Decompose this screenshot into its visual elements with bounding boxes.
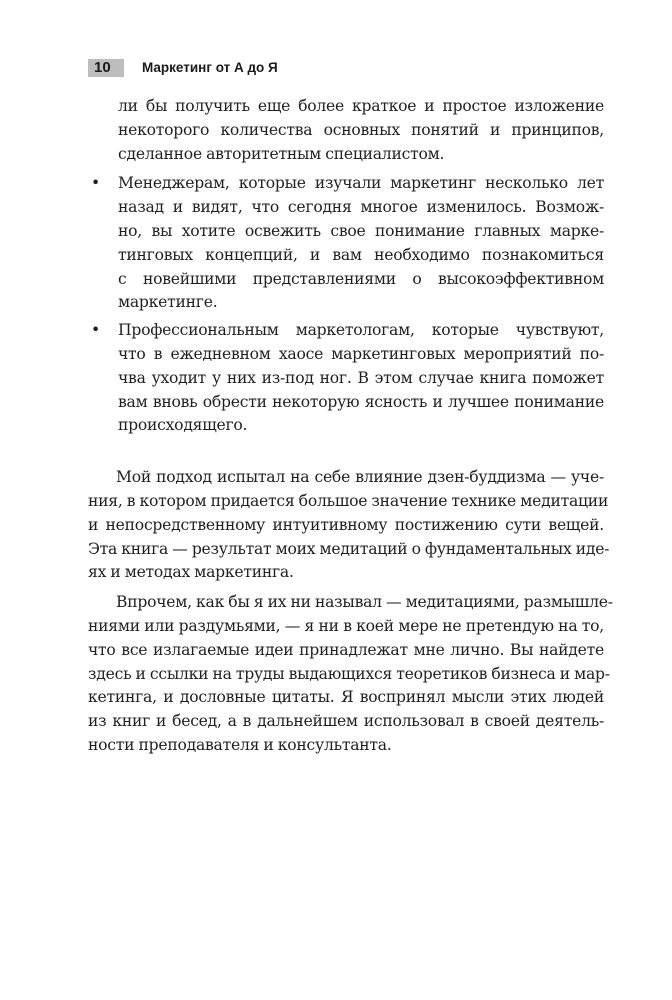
text-line: происходящего. <box>118 416 248 435</box>
text-line: ния, в котором придается большое значение технике медитации <box>88 491 609 510</box>
paragraph-sources <box>88 591 613 758</box>
text-line: сделанное авторитетным специалистом. <box>118 144 445 163</box>
text-line: ности преподавателя и консультанта. <box>88 735 392 754</box>
bullet-marker: • <box>91 321 100 340</box>
text-line: ях и методах маркетинга. <box>88 563 294 582</box>
text-line: что в ежедневном хаосе маркетинговых мероприятий по- <box>118 344 604 363</box>
bullet-list <box>88 172 604 438</box>
text-line: Профессиональным маркетологам, которые чувствуют, <box>118 321 604 340</box>
text-line: некоторого количества основных понятий и принципов, <box>118 120 604 139</box>
text-line: здесь и ссылки на труды выдающихся теоретиков бизнеса и мар- <box>88 664 610 683</box>
text-line: ниями или раздумьями, — я ни в коей мере не претендую на то, <box>88 616 604 635</box>
text-line: Менеджерам, которые изучали маркетинг несколько лет <box>118 174 604 193</box>
running-header <box>88 58 278 78</box>
paragraph-zen <box>88 466 610 585</box>
text-line: что все излагаемые идеи принадлежат мне лично. Вы найдете <box>88 640 604 659</box>
bullet-marker: • <box>91 174 100 193</box>
text-line: и непосредственному интуитивному постижению сути вещей. <box>88 515 604 534</box>
text-line: чва уходит у них из-под ног. В этом случае книга поможет <box>118 368 604 387</box>
bullet-item-managers <box>88 172 604 315</box>
text-line: назад и видят, что сегодня многое изменилось. Возмож- <box>118 198 604 217</box>
page-body <box>88 95 613 758</box>
text-line: Впрочем, как бы я их ни называл — медитациями, размышле- <box>116 593 613 612</box>
running-title: Маркетинг от А до Я <box>142 60 278 75</box>
text-line: тинговых концепций, и вам необходимо познакомиться <box>118 245 604 264</box>
text-line: Мой подход испытал на себе влияние дзен-буддизма — уче- <box>116 468 604 487</box>
bullet-continuation <box>88 95 604 166</box>
text-line: Эта книга — результат моих медитаций о фундаментальных иде- <box>88 539 610 558</box>
text-line: из книг и бесед, а в дальнейшем использовал в своей деятель- <box>88 712 604 731</box>
text-line: кетинга, и дословные цитаты. Я воспринял мысли этих людей <box>88 688 604 707</box>
text-line: но, вы хотите освежить свое понимание главных марке- <box>118 221 604 240</box>
text-line: с новейшими представлениями о высокоэффективном <box>118 269 604 288</box>
text-line: ли бы получить еще более краткое и простое изложение <box>118 97 604 115</box>
bullet-item-professionals <box>88 319 604 438</box>
text-line: маркетинге. <box>118 293 218 312</box>
text-line: вам вновь обрести некоторую ясность и лучшее понимание <box>118 392 604 411</box>
page-number: 10 <box>88 59 124 77</box>
